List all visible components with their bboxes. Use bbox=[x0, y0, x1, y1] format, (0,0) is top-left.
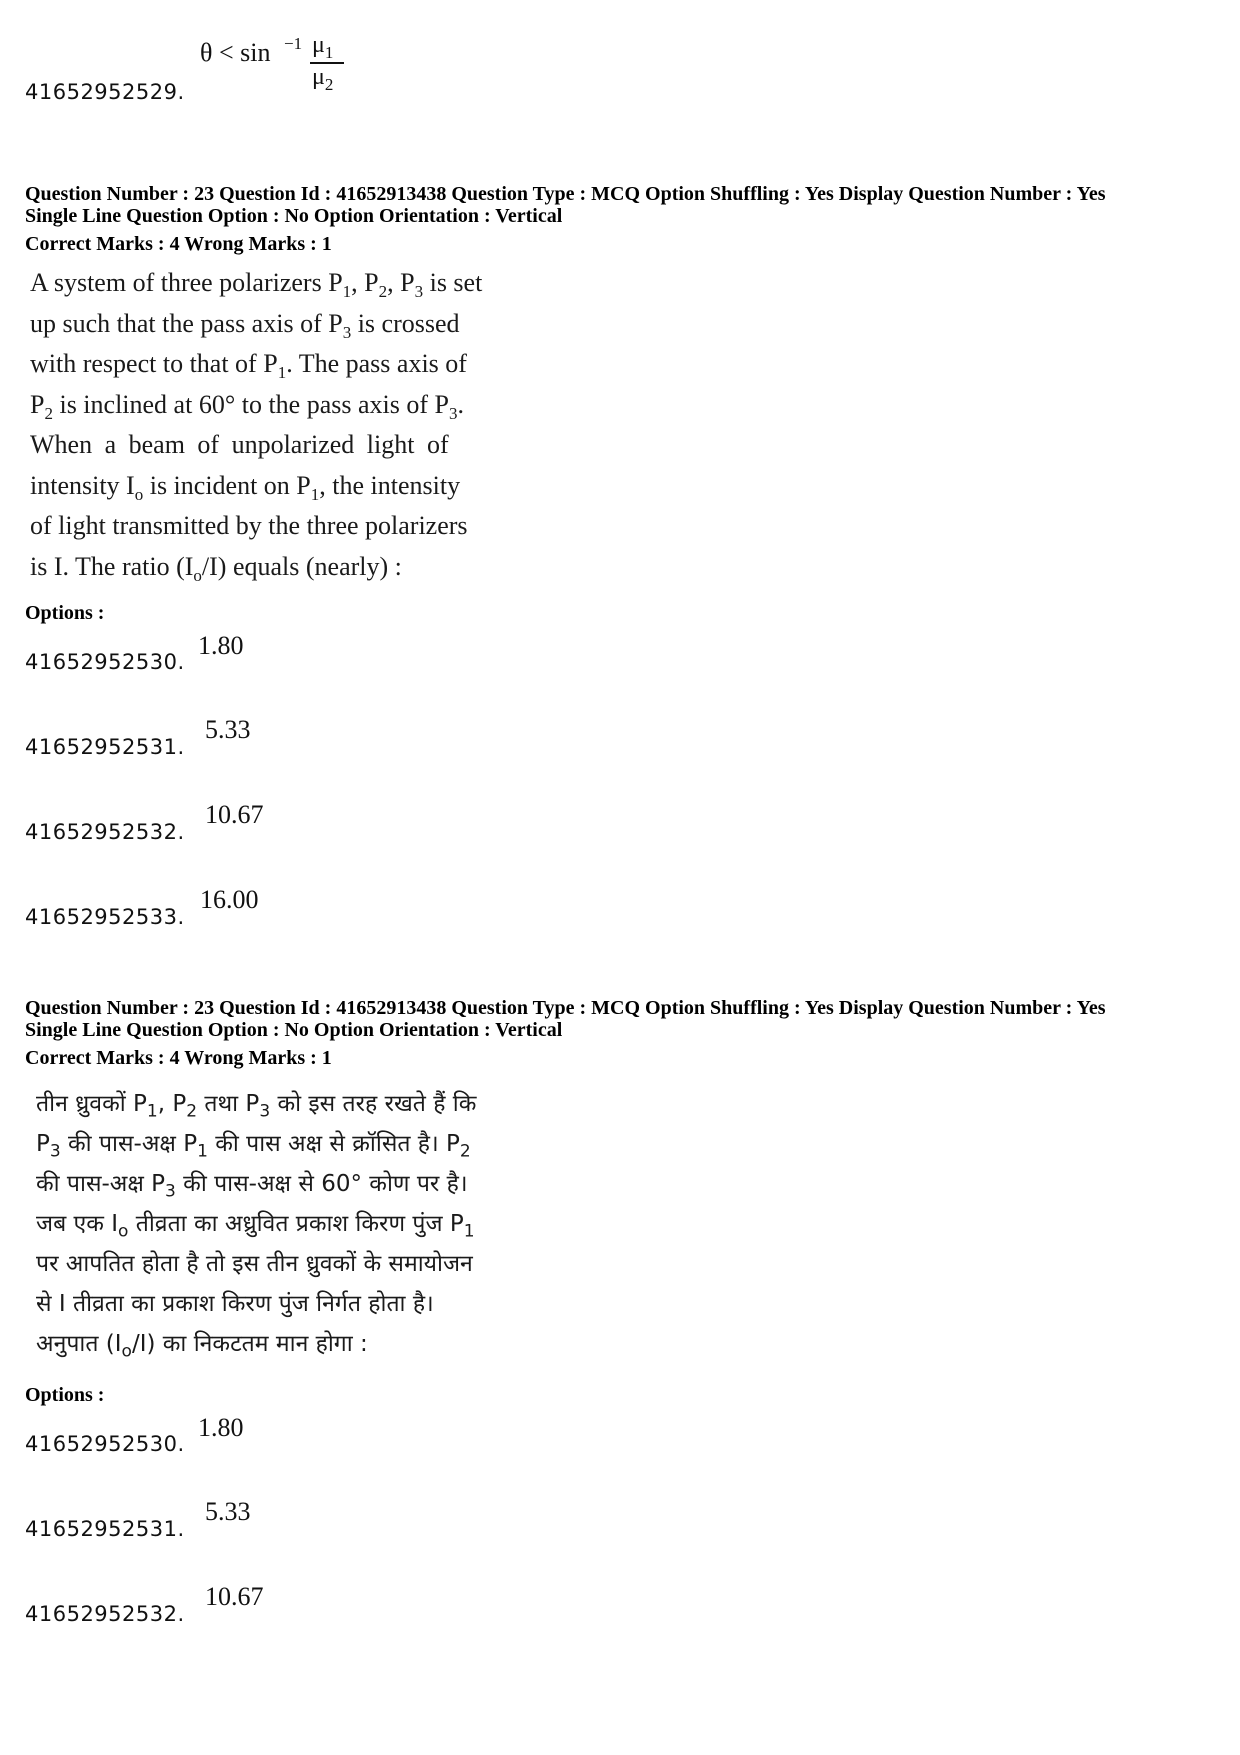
formula-numerator: $\mu_1$ bbox=[312, 32, 334, 62]
options-label: Options : bbox=[25, 1384, 105, 1406]
option-value: 5.33 bbox=[205, 715, 251, 744]
question-text-line: up such that the pass axis of $P_3$ is crossed bbox=[30, 308, 460, 342]
option-id: 41652952531. bbox=[25, 1517, 185, 1541]
option-id: 41652952532. bbox=[25, 820, 185, 844]
option-value: 16.00 bbox=[200, 885, 259, 914]
option-id: 41652952532. bbox=[25, 1602, 185, 1626]
question-text-line: When a beam of unpolarized light of bbox=[30, 430, 449, 459]
option-value: 10.67 bbox=[205, 1582, 264, 1611]
question-meta-line: Single Line Question Option : No Option Orientation : Vertical bbox=[25, 205, 563, 227]
options-label: Options : bbox=[25, 602, 105, 624]
formula-denominator: $\mu_2$ bbox=[312, 64, 334, 94]
question-text-line: से I तीव्रता का प्रकाश किरण पुंज निर्गत होता है। bbox=[36, 1291, 434, 1317]
question-meta-line: Question Number : 23 Question Id : 41652913438 Question Type : MCQ Option Shuffling : Yes Display Question Number : Yes bbox=[25, 183, 1106, 205]
question-text-line: with respect to that of $P_1$. The pass axis of bbox=[30, 349, 467, 383]
question-marks: Correct Marks : 4 Wrong Marks : 1 bbox=[25, 233, 332, 255]
question-text-line: is I. The ratio $(I_o/I)$ equals (nearly) : bbox=[30, 551, 402, 585]
option-id: 41652952530. bbox=[25, 1432, 185, 1456]
option-value: 1.80 bbox=[198, 1413, 244, 1442]
question-text-line: अनुपात $(I_o/I)$ का निकटतम मान होगा : bbox=[36, 1331, 368, 1362]
question-marks: Correct Marks : 4 Wrong Marks : 1 bbox=[25, 1047, 332, 1069]
formula-lhs: θ < sin bbox=[200, 38, 271, 67]
option-value: 5.33 bbox=[205, 1497, 251, 1526]
question-text-line: पर आपतित होता है तो इस तीन ध्रुवकों के समायोजन bbox=[36, 1251, 473, 1277]
option-id: 41652952529. bbox=[25, 80, 185, 104]
question-text-line: $P_2$ is inclined at 60° to the pass axis of $P_3$. bbox=[30, 389, 464, 423]
question-meta-line: Question Number : 23 Question Id : 41652913438 Question Type : MCQ Option Shuffling : Yes Display Question Number : Yes bbox=[25, 997, 1106, 1019]
question-text-line: की पास-अक्ष $P_3$ की पास-अक्ष से 60° कोण पर है। bbox=[36, 1171, 468, 1202]
formula-exponent: −1 bbox=[284, 34, 303, 53]
question-text-line: intensity $I_o$ is incident on $P_1$, the intensity bbox=[30, 470, 461, 504]
option-value: 10.67 bbox=[205, 800, 264, 829]
formula bbox=[200, 34, 400, 104]
option-id: 41652952531. bbox=[25, 735, 185, 759]
option-id: 41652952530. bbox=[25, 650, 185, 674]
question-text-line: जब एक $I_o$ तीव्रता का अध्रुवित प्रकाश किरण पुंज $P_1$ bbox=[36, 1211, 475, 1242]
question-text-line: तीन ध्रुवकों $P_1$, $P_2$ तथा $P_3$ को इस तरह रखते हैं कि bbox=[36, 1091, 477, 1122]
question-text-hindi bbox=[36, 1084, 476, 1364]
question-meta-line: Single Line Question Option : No Option Orientation : Vertical bbox=[25, 1019, 563, 1041]
option-value: 1.80 bbox=[198, 631, 244, 660]
question-text-line: A system of three polarizers $P_1$, $P_2$, $P_3$ is set bbox=[30, 268, 483, 302]
question-text-line: $P_3$ की पास-अक्ष $P_1$ की पास अक्ष से क्रॉसित है। $P_2$ bbox=[36, 1131, 471, 1162]
question-text-english bbox=[30, 263, 482, 587]
option-id: 41652952533. bbox=[25, 905, 185, 929]
question-text-line: of light transmitted by the three polarizers bbox=[30, 511, 468, 540]
